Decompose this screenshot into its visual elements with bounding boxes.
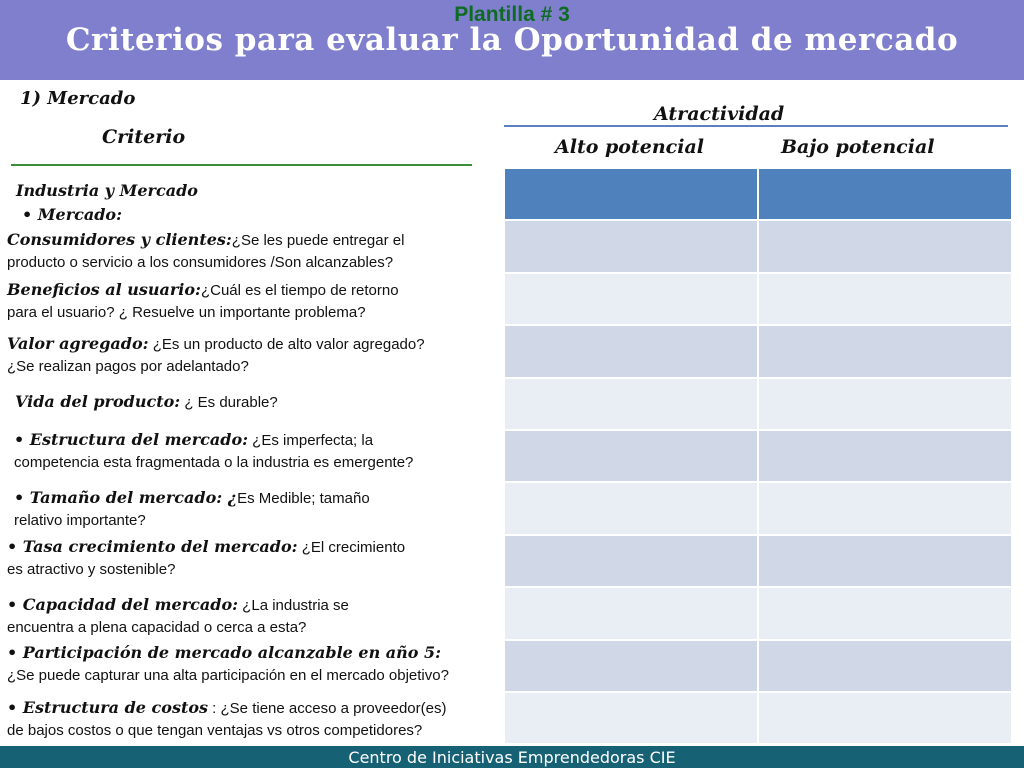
column-header-alto: Alto potencial [555,136,704,158]
criterion-text: ¿Se realizan pagos por adelantado? [7,358,249,375]
criterion-text: : ¿Se tiene acceso a proveedor(es) [208,700,447,717]
criterion-text: ¿Es un producto de alto valor agregado? [148,336,425,353]
criterion-item [7,536,405,581]
rating-cell[interactable] [504,325,758,377]
rating-table [504,168,1012,744]
rating-cell[interactable] [504,692,758,744]
criterion-label: Consumidores y clientes: [7,230,232,249]
rating-cell[interactable] [504,482,758,534]
rating-cell[interactable] [504,640,758,692]
template-number: Plantilla # 3 [454,3,570,26]
mercado-label: • Mercado: [22,205,122,224]
rating-cell[interactable] [504,587,758,639]
criterion-text: ¿ Es durable? [180,394,278,411]
criterion-label: Valor agregado: [7,334,149,353]
criterion-text: para el usuario? ¿ Resuelve un importante problema? [7,304,366,321]
slide-header [0,0,1024,80]
criterion-text: ¿El crecimiento [297,539,406,556]
criterion-text: encuentra a plena capacidad o cerca a esta? [7,619,307,636]
column-header-bajo: Bajo potencial [781,136,935,158]
criterion-label: Beneficios al usuario: [7,280,201,299]
rating-cell[interactable] [758,535,1012,587]
criterio-heading: Criterio [102,126,186,148]
criterion-item [7,333,425,378]
criterion-label: • Estructura de costos [7,698,209,717]
criterion-label: • Estructura del mercado: [14,430,249,449]
rating-cell[interactable] [758,430,1012,482]
rating-cell[interactable] [504,273,758,325]
rating-cell[interactable] [758,587,1012,639]
criterion-item [15,391,278,414]
criterion-text: ¿Es imperfecta; la [248,432,374,449]
footer-text: Centro de Iniciativas Emprendedoras CIE [348,748,676,767]
rating-cell[interactable] [758,640,1012,692]
criterion-text: competencia esta fragmentada o la industria es emergente? [14,454,414,471]
rating-cell[interactable] [758,273,1012,325]
criterion-text: de bajos costos o que tengan ventajas vs otros competidores? [7,722,423,739]
criterion-label: • Tasa crecimiento del mercado: [7,537,298,556]
criterion-item [14,487,370,532]
rating-cell[interactable] [758,220,1012,272]
slide-title: Criterios para evaluar la Oportunidad de mercado [65,22,959,58]
criterion-label: Vida del producto: [15,392,181,411]
criterion-item [7,697,446,742]
table-header-cell [758,168,1012,220]
criterion-text: producto o servicio a los consumidores /Son alcanzables? [7,254,394,271]
criterion-item [7,279,399,324]
criterion-item [7,594,349,639]
criterion-label: • Capacidad del mercado: [7,595,239,614]
criterion-text: ¿Se puede capturar una alta participación en el mercado objetivo? [7,667,449,684]
criterion-text: Es Medible; tamaño [237,490,370,507]
atractividad-underline [504,125,1008,127]
criterion-text: relativo importante? [14,512,146,529]
rating-cell[interactable] [504,430,758,482]
rating-cell[interactable] [504,535,758,587]
industria-label: Industria y Mercado [16,181,198,200]
criterion-label: • Participación de mercado alcanzable en año 5: [7,643,442,662]
footer-bar [0,746,1024,768]
table-header-cell [504,168,758,220]
criterion-item [7,642,504,687]
criterion-text: ¿Se les puede entregar el [231,232,405,249]
rating-cell[interactable] [758,482,1012,534]
rating-cell[interactable] [758,325,1012,377]
rating-cell[interactable] [504,378,758,430]
criterion-text: es atractivo y sostenible? [7,561,176,578]
criterion-text: ¿La industria se [238,597,349,614]
atractividad-heading: Atractividad [654,103,785,125]
criterion-item [7,229,404,274]
criterion-text: ¿Cuál es el tiempo de retorno [200,282,399,299]
criterion-label: • Tamaño del mercado: ¿ [14,488,238,507]
rating-cell[interactable] [758,378,1012,430]
criterio-underline [11,164,472,166]
rating-cell[interactable] [758,692,1012,744]
criterion-item [14,429,413,474]
rating-cell[interactable] [504,220,758,272]
section-title: 1) Mercado [20,88,136,109]
